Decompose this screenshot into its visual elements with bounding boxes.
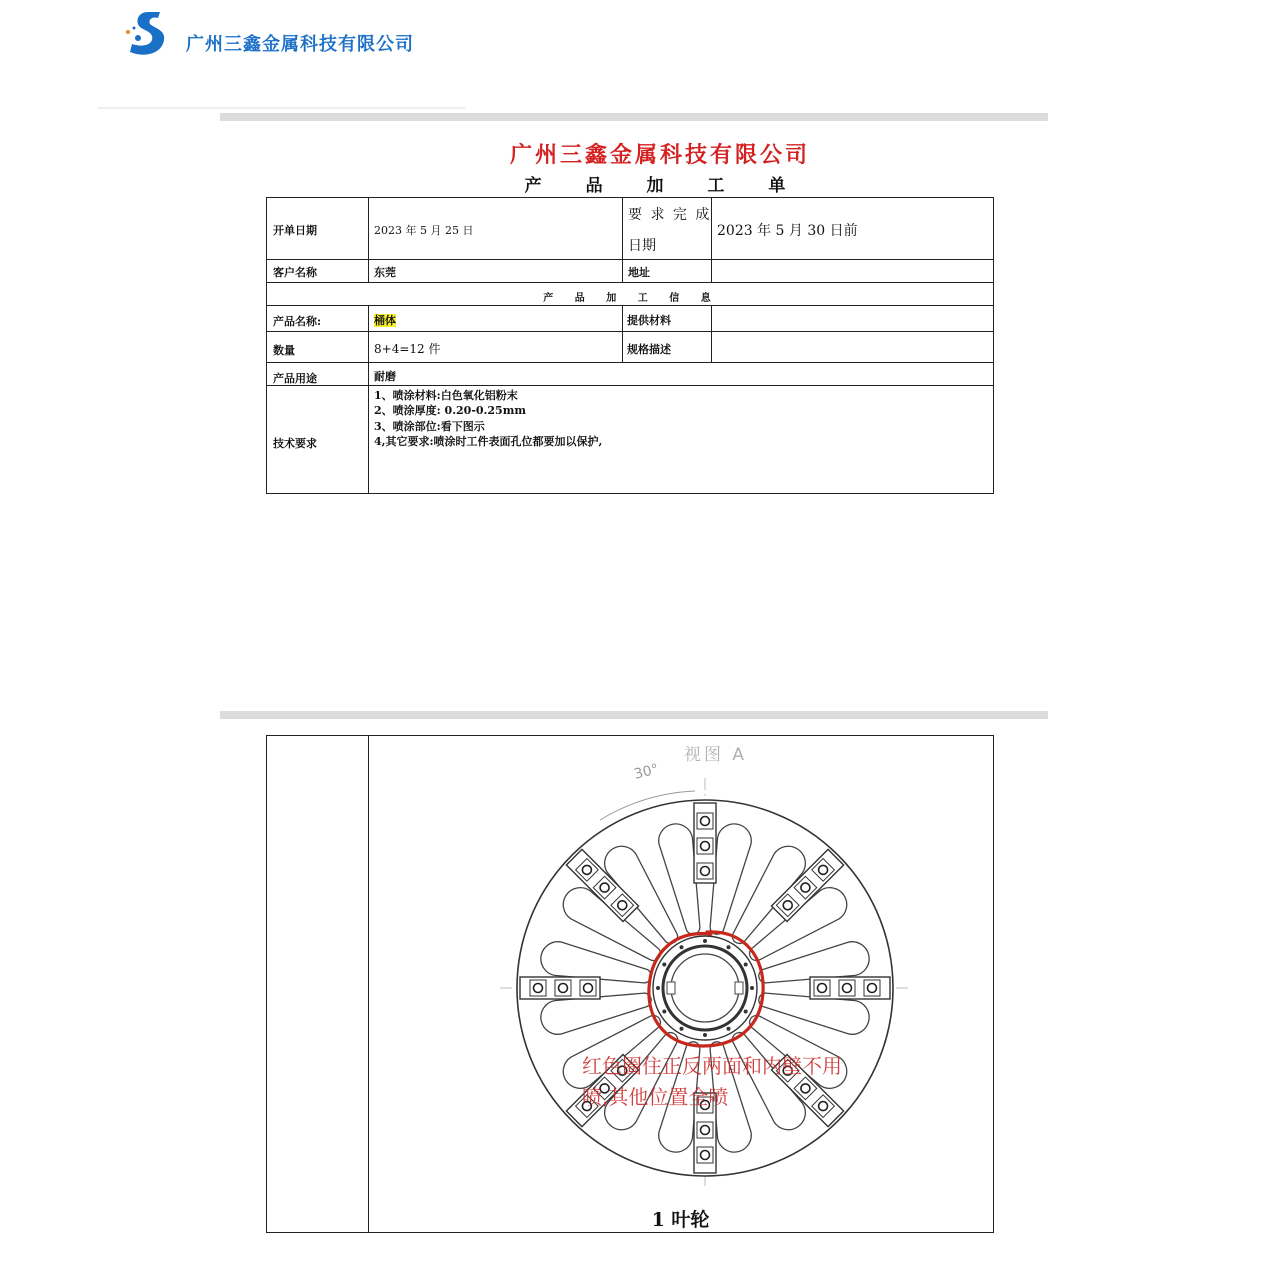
form-title: 产 品 加 工 单 — [524, 176, 796, 196]
bolt-hole — [701, 867, 710, 876]
hub-hole — [703, 939, 707, 943]
view-a-label: 视图 A — [684, 745, 748, 765]
hub-hole — [680, 945, 684, 949]
quantity-label: 数量 — [273, 344, 295, 357]
product-name-value: 桶体 — [374, 314, 396, 327]
logo-company-name: 广州三鑫金属科技有限公司 — [186, 34, 414, 55]
clamp-block — [810, 977, 890, 999]
tech-requirement-line: 3、喷涂部位:看下图示 — [374, 420, 485, 433]
product-name-label: 产品名称: — [273, 315, 322, 328]
customer-label: 客户名称 — [273, 266, 317, 279]
material-label: 提供材料 — [627, 314, 671, 327]
due-date-label-line1: 要 求 完 成 — [628, 207, 712, 223]
section-header: 产 品 加 工 信 息 — [543, 293, 717, 304]
bolt-hole — [868, 984, 877, 993]
clamp-block — [520, 977, 600, 999]
hub-hole — [662, 963, 666, 967]
red-annotation-line1: 红色圈住正反两面和内壁不用 — [582, 1054, 842, 1078]
company-title: 广州三鑫金属科技有限公司 — [509, 142, 810, 168]
hub-bore — [671, 954, 739, 1022]
hub-hole — [727, 1027, 731, 1031]
bolt-hole — [818, 984, 827, 993]
tech-requirements-label: 技术要求 — [273, 437, 317, 450]
hub-hole — [750, 986, 754, 990]
spec-label: 规格描述 — [627, 343, 671, 356]
hub-hole — [744, 1010, 748, 1014]
bolt-hole — [701, 1126, 710, 1135]
address-label: 地址 — [628, 266, 650, 279]
keyway-left — [667, 982, 675, 994]
hub-hole — [727, 945, 731, 949]
quantity-value: 8+4=12 件 — [374, 342, 441, 356]
hub-hole — [662, 1010, 666, 1014]
open-date-label: 开单日期 — [273, 224, 317, 237]
usage-label: 产品用途 — [273, 372, 317, 385]
open-date-value: 2023 年 5 月 25 日 — [374, 224, 474, 237]
bolt-hole — [559, 984, 568, 993]
angle-dimension-label: 30° — [632, 761, 661, 783]
bolt-hole — [843, 984, 852, 993]
usage-value: 耐磨 — [374, 370, 396, 383]
customer-value: 东莞 — [374, 266, 396, 279]
hub-hole — [703, 1033, 707, 1037]
due-date-value: 2023 年 5 月 30 日前 — [717, 223, 858, 239]
hub-hole — [656, 986, 660, 990]
keyway-right — [735, 982, 743, 994]
red-annotation-line2: 喷,其他位置全喷 — [582, 1085, 729, 1109]
bolt-hole — [584, 984, 593, 993]
clamp-block — [694, 803, 716, 883]
hub-hole — [680, 1027, 684, 1031]
bolt-hole — [701, 817, 710, 826]
bolt-hole — [701, 1151, 710, 1160]
drawing-caption: 1 叶轮 — [651, 1209, 710, 1231]
bolt-hole — [701, 842, 710, 851]
hub-hole — [744, 963, 748, 967]
tech-requirement-line: 2、喷涂厚度: 0.20-0.25mm — [374, 404, 526, 417]
due-date-label-line2: 日期 — [628, 238, 656, 254]
bolt-hole — [534, 984, 543, 993]
tech-requirement-line: 1、喷涂材料:白色氧化铝粉末 — [374, 389, 518, 402]
tech-requirement-line: 4,其它要求:喷涂时工件表面孔位都要加以保护, — [374, 435, 603, 448]
impeller-drawing — [500, 770, 910, 1190]
